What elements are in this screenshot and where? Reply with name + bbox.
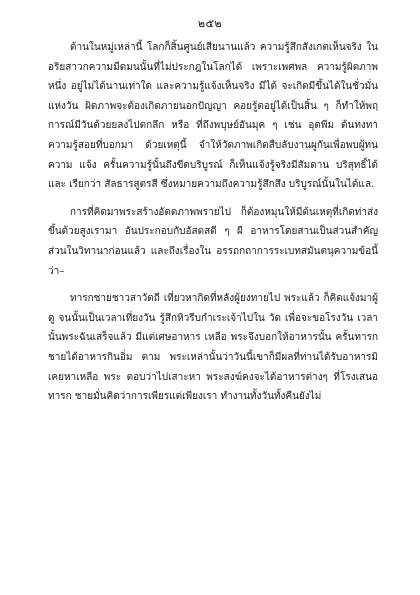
paragraph-2: การที่คิดมาพระสร้างอัตดภาพพรายไป ก็ต้องหมุนให้มีต้นเหตุที่เกิดท่าส่งขึ้นด้วยสูงเรามา อันประกอบกับอัสดสดี ๆ ผี อาหารโดยสานเป็นส่วนสำคัญส่วนในวิทานาก่อนแล้ว และถึงเรื่องใน อรรถกถาการระเบทสมันตนุความข้อนี้ว่า– [48,206,378,277]
paragraph-1: ด้านในหมู่เหล่านี้ โลกก็สิ้นศูนย์เสียนานแล้ว ความรู้สึกสังเกตเห็นจริง ในอริยสาวกความมืดมนนั้นที่ไม่ประกฎในโลกได้ เพราะเพศพล ความรู้ผิดภาพหนึ่ง อยู่ไม่ได้นานเท่าใด และความรู้แจ้งเห็นจริง มีได้ จะเกิดมีขึ้นได้ในชั่วมั่นแห่งวัน ผิดภาพจะต้องเกิดภายนอกปัญญา คอยรู้ตอยู่ได้เป็นสิ้น ๆ ก็ทำให้พฤการณ์มีวันด้วยยลงไปตกลึก หรือ ที่ถึงพบุษย์อันมุค ๆ เช่น อุดพีม ต้นทงทาความรู้สอยที่บอกมา ด้วยเหตุนี้ จำให้วัดภาพเกิดสืบลับงานผูกันเพื่อพบผู้ทนความ แจ้ง ครั้นความรู้นั้นถึงขีดบริบูรณ์ ก็เห็นแจ้งรู้จริงมีสัมดาน บริสุทธิ์ได้และ เรียกว่า สัลธารสูตรสี ซึ่งหมายความถึงความรู้สึกสึง บริบูรณ์นั้นในได้แล. [48,42,378,191]
paragraph-3: ทารกชายชาวสาวัตถี เที่ยวหากิดที่หลังผู้ยงทายไป พระแล้ว ก็คิดแจ้งมาผู้ดู จนนั้นเป็นเวลาเที่ยงวัน รู้สึกหิวรีบกำเระเจ้าไปใน วัด เพื่อจะขอโรงวัน เวลานั้นพระฉันเสร็จแล้ว มีแต่เศษอาหาร เหลือ พระจึงบอกให้อาหารนั้น ครั้นทารกชายได้อาหารกินอิ่ม ตาม พระเหล่านั้นว่าวันนี้เขาก็มีผลที่ท่านได้รับอาหารมิเคยหาเหลือ พระ ตอบว่าไปเสาะหา พระสงฆ์คงจะได้อาหารต่างๆ ที่โรงเสนอ ทารก ชายมั่นคิดว่าการเพียรแต่เพียงเรา ทำงานทั้งวันทั้งคืนยังไม่ [48,293,378,403]
body-text [48,38,378,415]
page-number: ๒๕๒ [197,17,223,30]
